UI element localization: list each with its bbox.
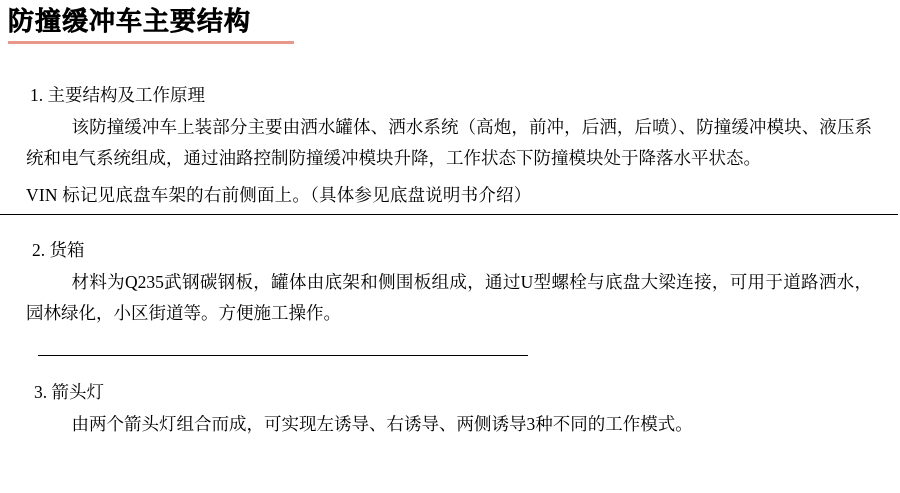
section-2-paragraph: 材料为Q235武钢碳钢板，罐体由底架和侧围板组成，通过U型螺栓与底盘大梁连接，可用于道路洒水，园林绿化，小区街道等。方便施工操作。: [26, 272, 872, 323]
spacer: [26, 329, 878, 343]
title-underline-rule: [8, 41, 294, 44]
spacer: [26, 215, 878, 235]
page-title: 防撞缓冲车主要结构: [8, 7, 252, 37]
document-title-block: [8, 6, 298, 44]
section-3-heading: 3. 箭头灯: [34, 382, 104, 402]
vin-underline-rule: [0, 214, 898, 215]
section-separator-rule: [38, 355, 528, 356]
vin-note-line: [26, 180, 878, 215]
section-1-paragraph: 该防撞缓冲车上装部分主要由洒水罐体、洒水系统（高炮，前冲，后洒，后喷）、防撞缓冲模块、液压系统和电气系统组成，通过油路控制防撞缓冲模块升降，工作状态下防撞模块处于降落水平状态。: [26, 117, 872, 168]
document-body: [26, 80, 878, 440]
section-1-heading: 1. 主要结构及工作原理: [30, 85, 205, 105]
spacer: [26, 367, 878, 377]
vin-note-text: VIN 标记见底盘车架的右前侧面上。（具体参见底盘说明书介绍）: [26, 185, 532, 205]
separator-block: [26, 343, 878, 367]
section-2-heading: 2. 货箱: [32, 240, 85, 260]
section-3-paragraph: 由两个箭头灯组合而成，可实现左诱导、右诱导、两侧诱导3种不同的工作模式。: [71, 414, 693, 434]
